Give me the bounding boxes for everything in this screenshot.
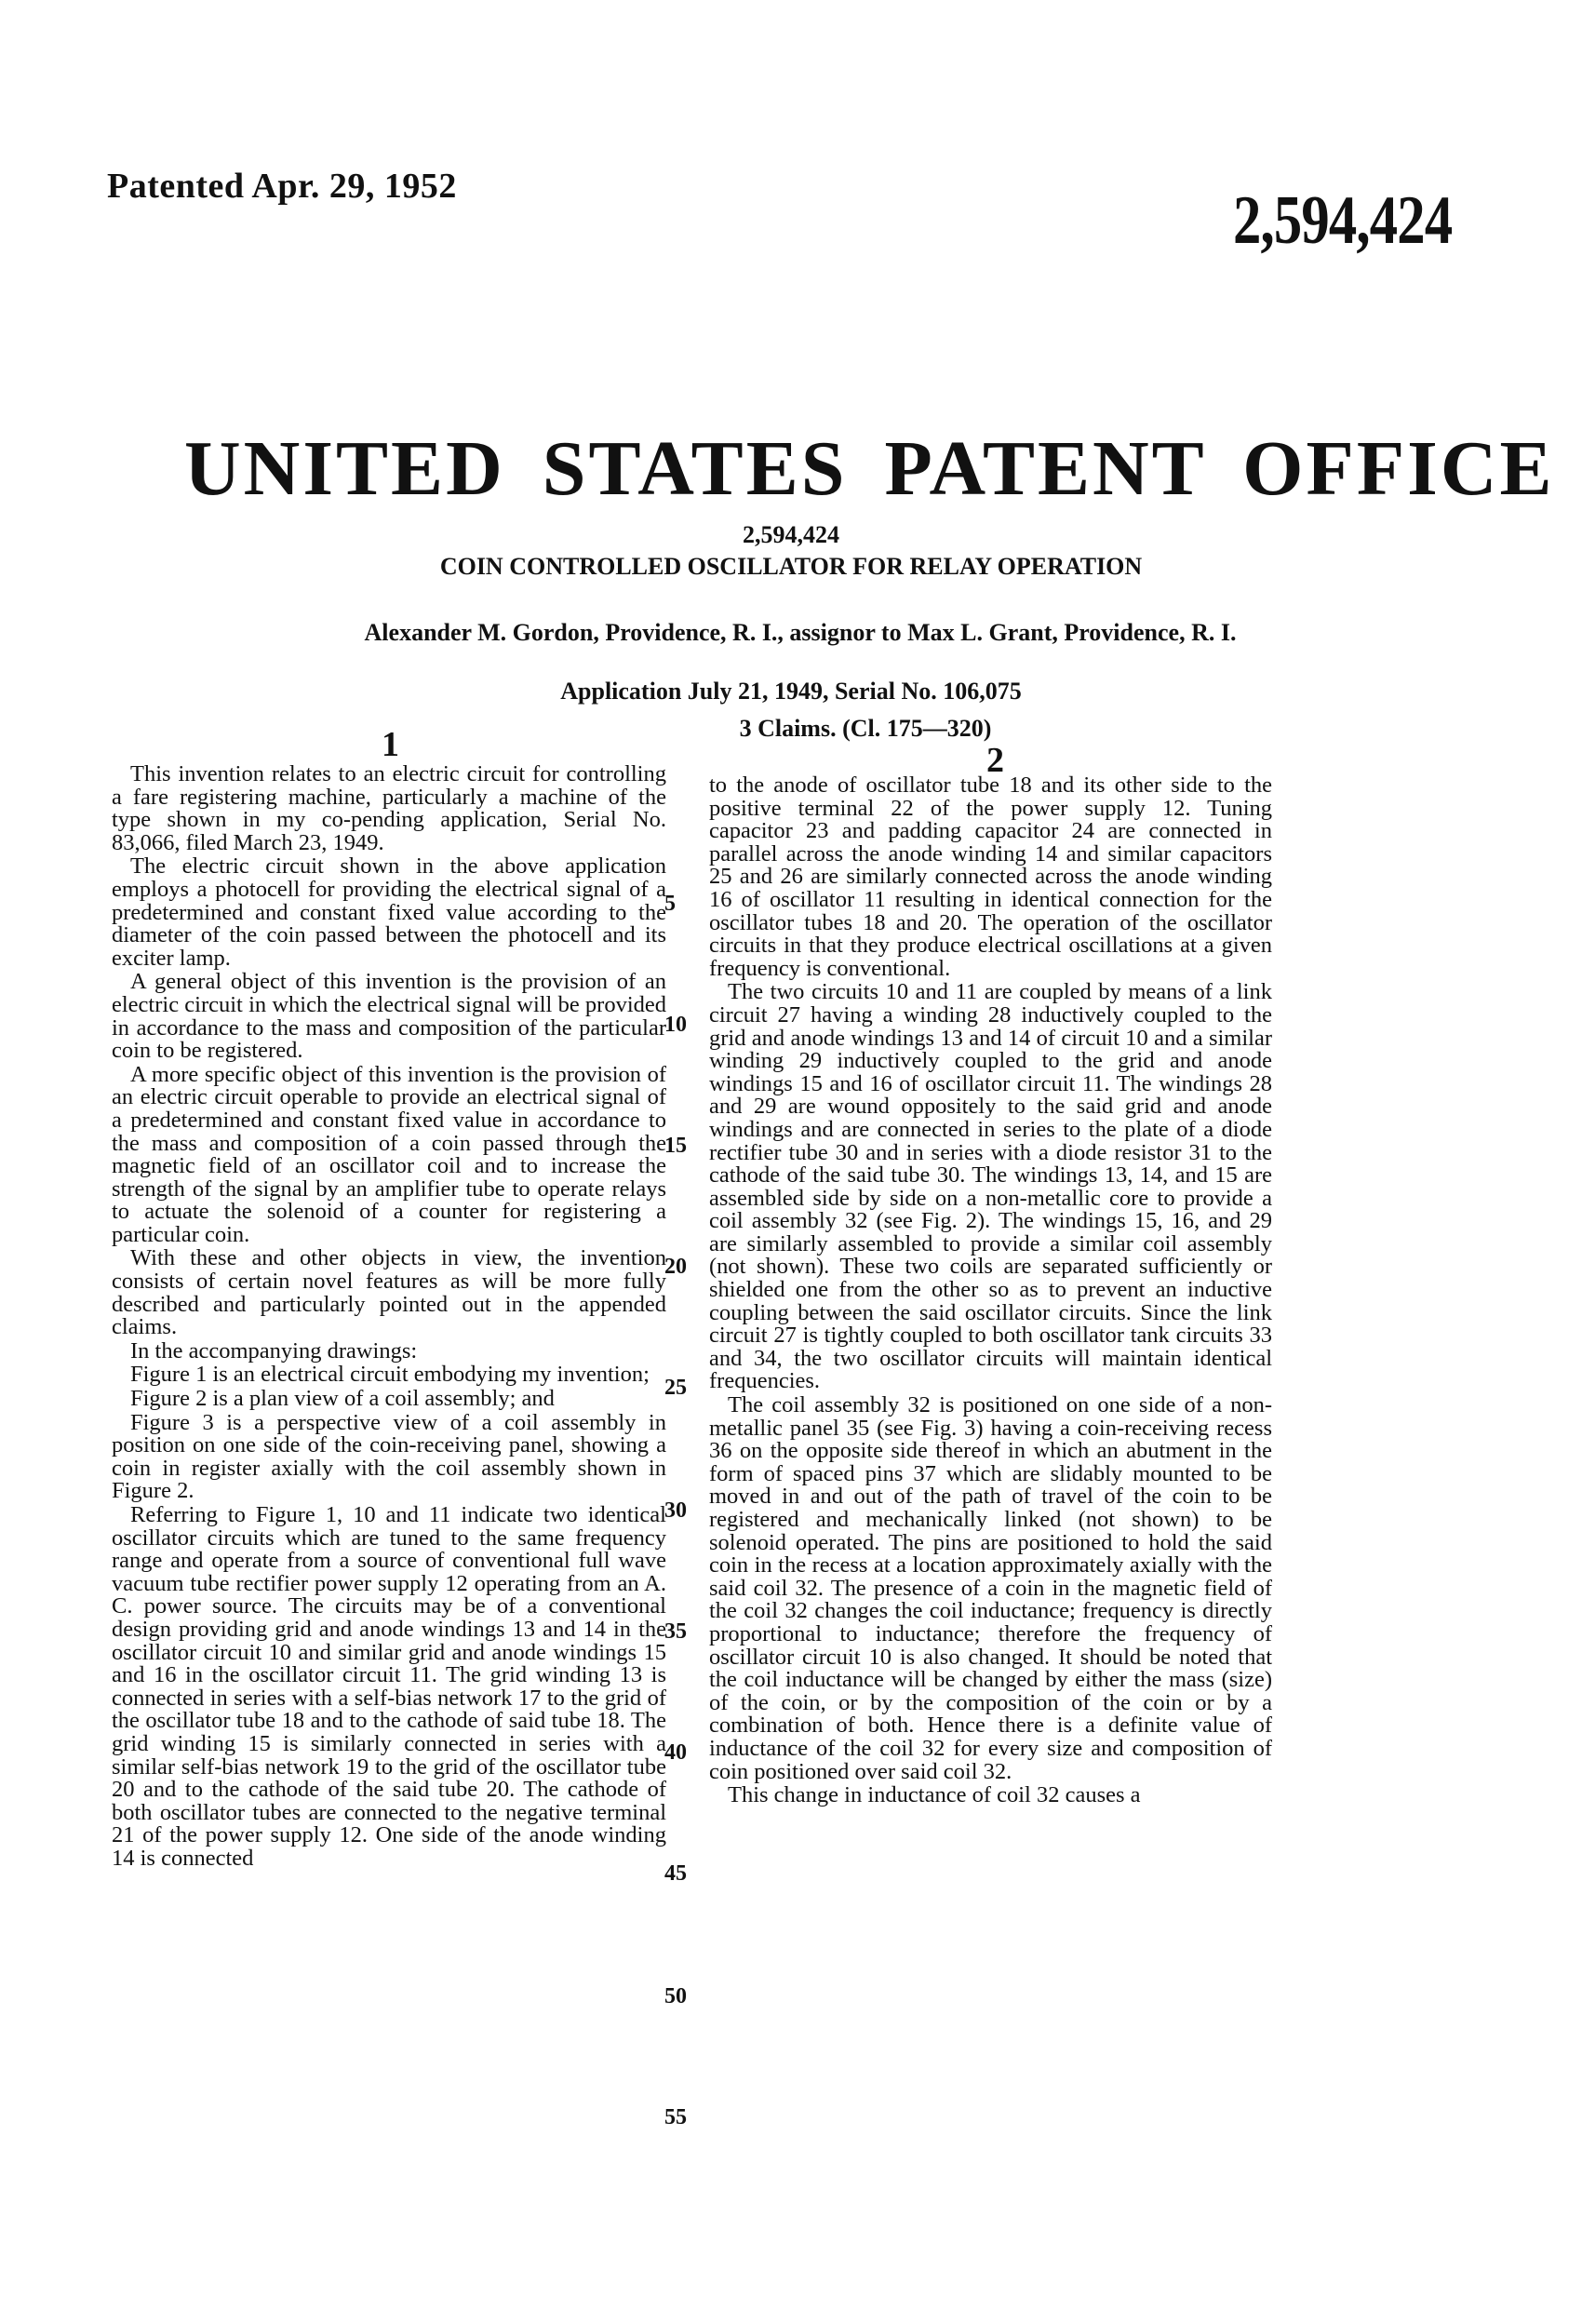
paragraph: The coil assembly 32 is positioned on one side of a non-metallic panel 35 (see Fig. 3) having a coin-receiving recess 36 on the opposite side thereof in which an abutment in the form of spaced pins 37 which are slidably mounted to be moved in and out of the path of travel of the coin to be registered and mechanically linked (not shown) to be solenoid operated. The pins are positioned to hold the said coin in the recess at a location approximately axially with the said coil 32. The presence of a coin in the magnetic field of the coil 32 changes the coil inductance; frequency is directly proportional to inductance; therefore the frequency of oscillator circuit 10 is also changed. It should be noted that the coil inductance will be changed by either the mass (size) of the coin, or by the composition of the coin or by a combination of both. Hence there is a definite value of inductance of the coil 32 for every size and composition of coin positioned over said coil 32. bbox=[709, 1392, 1272, 1784]
patent-number-header: 2,594,424 bbox=[1233, 182, 1453, 259]
claims-line: 3 Claims. (Cl. 175—320) bbox=[739, 715, 992, 742]
paragraph: In the accompanying drawings: bbox=[130, 1337, 418, 1364]
office-heading: UNITED STATES PATENT OFFICE bbox=[184, 425, 1555, 512]
patent-date: Patented Apr. 29, 1952 bbox=[107, 167, 457, 206]
paragraph: Figure 2 is a plan view of a coil assembly; and bbox=[130, 1386, 555, 1412]
paragraph: to the anode of oscillator tube 18 and its other side to the positive terminal 22 of the power supply 12. Tuning capacitor 23 and padding capacitor 24 are connected in parallel across the anode winding 14 and similar capacitors 25 and 26 are similarly connected across the anode winding 16 of oscillator 11 resulting in identical connection for the oscillator tubes 18 and 20. The operation of the oscillator circuits in that they produce electrical oscillations at a given frequency is conventional. bbox=[709, 772, 1272, 981]
column-number-left: 1 bbox=[382, 725, 399, 764]
line-number: 5 bbox=[664, 892, 676, 916]
paragraph: This change in inductance of coil 32 causes a bbox=[728, 1782, 1141, 1808]
line-number: 30 bbox=[664, 1498, 687, 1523]
paragraph: Referring to Figure 1, 10 and 11 indicate two identical oscillator circuits which are tuned to the same frequency range and operate from a source of conventional full wave vacuum tube rectifier power supply 12 operating from an A. C. power source. The circuits may be of a conventional design providing grid and anode windings 13 and 14 in the oscillator circuit 10 and similar grid and anode windings 15 and 16 in the oscillator circuit 11. The grid winding 13 is connected in series with a self-bias network 17 to the grid of the oscillator tube 18 and to the cathode of said tube 18. The grid winding 15 is similarly connected in series with a similar self-bias network 19 to the grid of the oscillator tube 20 and to the cathode of the said tube 20. The cathode of both oscillator tubes are connected to the negative terminal 21 of the power supply 12. One side of the anode winding 14 is connected bbox=[112, 1502, 666, 1871]
text-column-left bbox=[112, 763, 666, 1872]
paragraph: The electric circuit shown in the above application employs a photocell for providing the electrical signal of a predetermined and constant fixed value according to the diameter of the coin passed between the photocell and its exciter lamp. bbox=[112, 853, 666, 971]
line-number: 50 bbox=[664, 1984, 687, 2008]
column-number-right: 2 bbox=[986, 741, 1004, 780]
paragraph: With these and other objects in view, the invention consists of certain novel features as will be more fully described and particularly pointed out in the appended claims. bbox=[112, 1245, 666, 1340]
paragraph: A more specific object of this invention is the provision of an electric circuit operable to provide an electrical signal of a predetermined and constant fixed value in accordance to the mass and composition of a coin passed through the magnetic field of an oscillator coil and to increase the strength of the signal by an amplifier tube to operate relays to actuate the solenoid of a counter for registering a particular coin. bbox=[112, 1061, 666, 1247]
paragraph: This invention relates to an electric circuit for controlling a fare registering machine, particularly a machine of the type shown in my co-pending application, Serial No. 83,066, filed March 23, 1949. bbox=[112, 761, 666, 855]
text-column-right bbox=[709, 774, 1272, 1808]
paragraph: Figure 1 is an electrical circuit embodying my invention; bbox=[130, 1362, 650, 1388]
line-number: 10 bbox=[664, 1013, 687, 1037]
line-number: 15 bbox=[664, 1134, 687, 1158]
line-number: 55 bbox=[664, 2105, 687, 2129]
line-number: 35 bbox=[664, 1619, 687, 1644]
line-number: 25 bbox=[664, 1376, 687, 1400]
paragraph: The two circuits 10 and 11 are coupled by means of a link circuit 27 having a winding 28 inductively coupled to the grid and anode windings 13 and 14 of circuit 10 and a similar winding 29 inductively coupled to the grid and anode windings 15 and 16 of oscillator circuit 11. The windings 28 and 29 are wound oppositely to the said grid and anode windings and are connected in series to the plate of a diode rectifier tube 30 and in series with a diode resistor 31 to the cathode of the said tube 30. The windings 13, 14, and 15 are assembled side by side on a non-metallic core to provide a coil assembly 32 (see Fig. 2). The windings 15, 16, and 29 are similarly assembled to provide a similar coil assembly (not shown). These two coils are separated sufficiently or shielded one from the other so as to prevent an inductive coupling between the said oscillator circuits. Since the link circuit 27 is tightly coupled to both oscillator tank circuits 33 and 34, the two oscillator circuits will maintain identical frequencies. bbox=[709, 979, 1272, 1394]
application-line: Application July 21, 1949, Serial No. 106,075 bbox=[560, 678, 1022, 705]
inventor-line: Alexander M. Gordon, Providence, R. I., assignor to Max L. Grant, Providence, R. I. bbox=[364, 619, 1237, 646]
paragraph: A general object of this invention is the provision of an electric circuit in which the electrical signal will be provided in accordance to the mass and composition of the particular coin to be registered. bbox=[112, 969, 666, 1064]
paragraph: Figure 3 is a perspective view of a coil assembly in position on one side of the coin-receiving panel, showing a coin in register axially with the coil assembly shown in Figure 2. bbox=[112, 1409, 666, 1504]
line-number: 45 bbox=[664, 1861, 687, 1886]
line-number: 40 bbox=[664, 1740, 687, 1765]
line-number: 20 bbox=[664, 1255, 687, 1279]
patent-number: 2,594,424 bbox=[743, 521, 839, 548]
patent-title: COIN CONTROLLED OSCILLATOR FOR RELAY OPERATION bbox=[439, 553, 1143, 580]
